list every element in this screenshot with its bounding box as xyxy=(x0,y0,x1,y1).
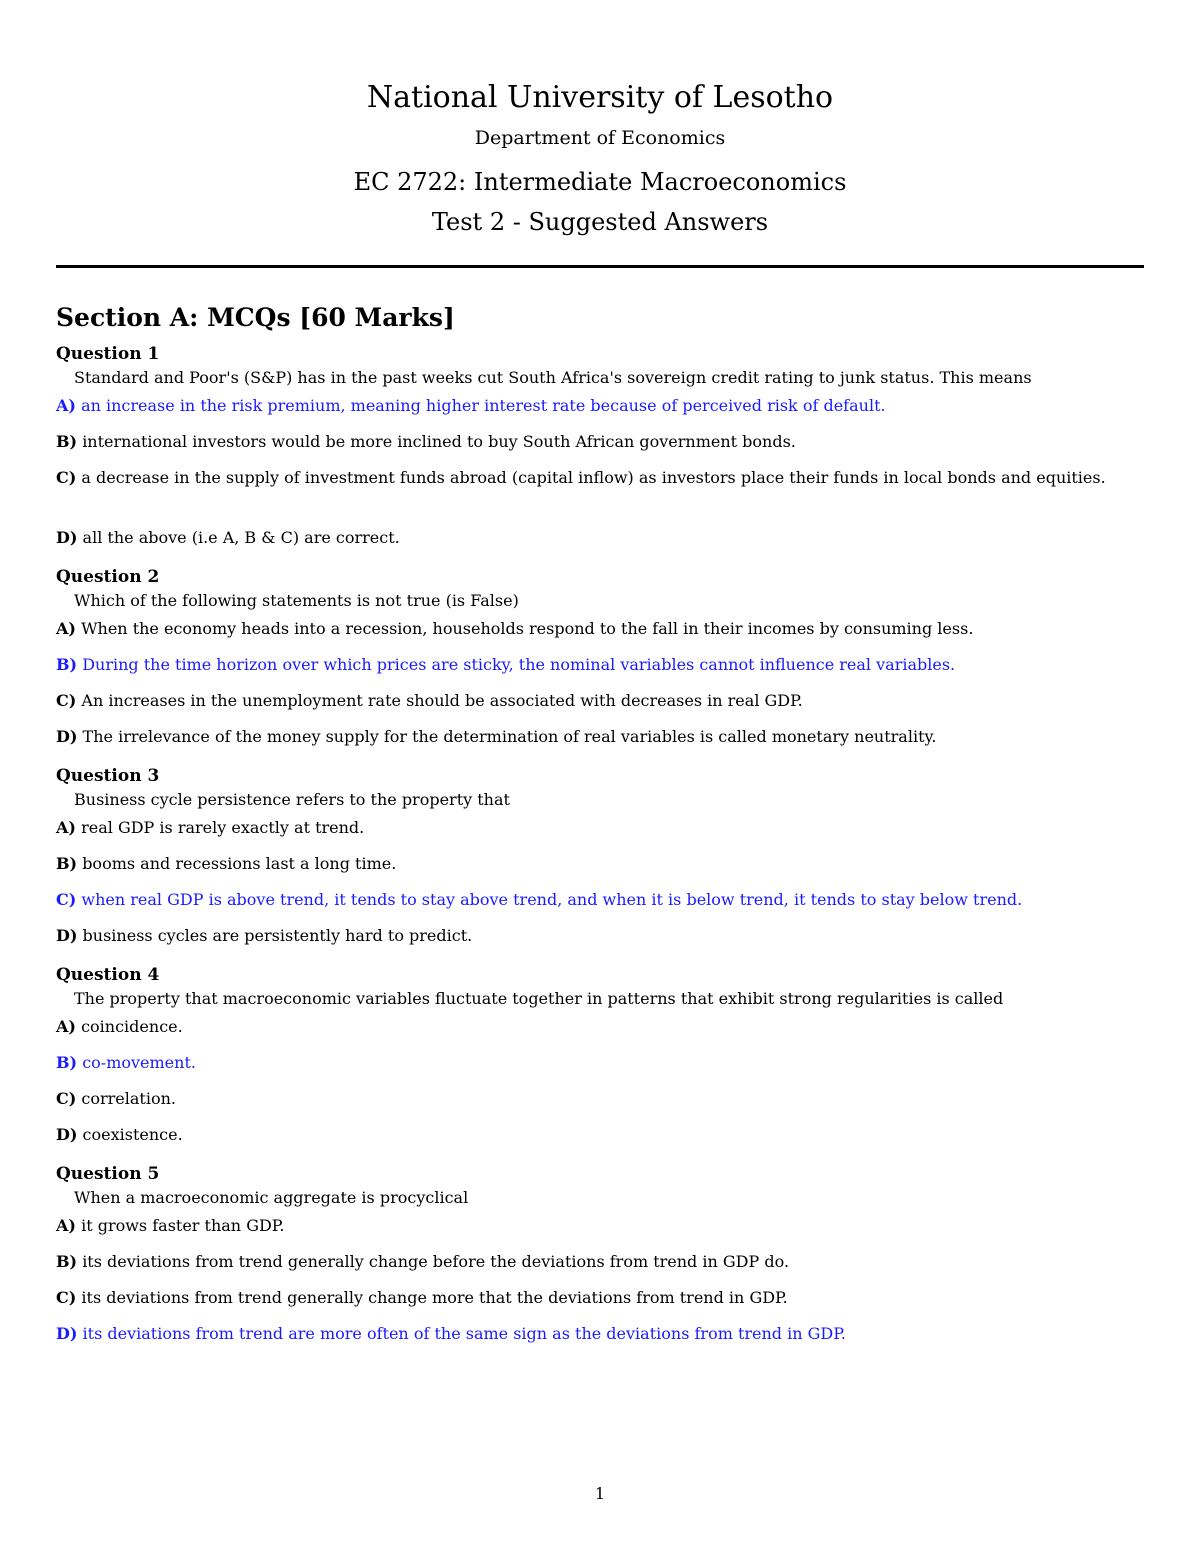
option-a xyxy=(56,816,1156,840)
option-text: a decrease in the supply of investment funds abroad (capital inflow) as investors place their funds in local bonds and equities. xyxy=(81,468,1106,487)
option-text: business cycles are persistently hard to predict. xyxy=(82,926,473,945)
option-text: correlation. xyxy=(81,1089,176,1108)
option-c xyxy=(56,888,1156,912)
option-letter: C) xyxy=(56,468,77,487)
question-stem: Standard and Poor's (S&P) has in the past weeks cut South Africa's sovereign credit rating to junk status. This means xyxy=(74,368,1032,387)
question-list xyxy=(56,342,1156,1361)
option-letter: D) xyxy=(56,727,78,746)
option-d xyxy=(56,725,1156,749)
document-header xyxy=(0,78,1200,240)
department-name: Department of Economics xyxy=(474,127,726,149)
option-text: real GDP is rarely exactly at trend. xyxy=(81,818,365,837)
option-text: coincidence. xyxy=(81,1017,183,1036)
option-text: international investors would be more inclined to buy South African government bonds. xyxy=(82,432,796,451)
option-text: An increases in the unemployment rate should be associated with decreases in real GDP. xyxy=(81,691,803,710)
question-5 xyxy=(56,1162,1156,1346)
option-letter: C) xyxy=(56,890,77,909)
header-divider xyxy=(56,265,1144,268)
option-letter: B) xyxy=(56,1252,78,1271)
option-b xyxy=(56,653,1156,677)
test-title: Test 2 - Suggested Answers xyxy=(431,208,769,236)
question-stem: Business cycle persistence refers to the property that xyxy=(74,790,510,809)
option-text: when real GDP is above trend, it tends to stay above trend, and when it is below trend, it tends to stay below trend. xyxy=(81,890,1023,909)
option-a xyxy=(56,1214,1156,1238)
question-heading: Question 4 xyxy=(56,965,160,985)
option-d xyxy=(56,1123,1156,1147)
option-text: During the time horizon over which prices are sticky, the nominal variables cannot influence real variables. xyxy=(82,655,956,674)
question-3 xyxy=(56,764,1156,948)
section-heading: Section A: MCQs [60 Marks] xyxy=(56,303,455,332)
option-text: it grows faster than GDP. xyxy=(81,1216,285,1235)
question-2 xyxy=(56,565,1156,749)
question-stem: The property that macroeconomic variables fluctuate together in patterns that exhibit strong regularities is called xyxy=(74,989,1004,1008)
page-number: 1 xyxy=(594,1484,606,1503)
option-c xyxy=(56,466,1156,490)
option-b xyxy=(56,430,1156,454)
option-letter: B) xyxy=(56,655,78,674)
option-text: coexistence. xyxy=(82,1125,183,1144)
option-c xyxy=(56,1286,1156,1310)
option-letter: B) xyxy=(56,854,78,873)
option-letter: B) xyxy=(56,1053,78,1072)
question-heading: Question 5 xyxy=(56,1164,160,1184)
option-a xyxy=(56,617,1156,641)
option-text: its deviations from trend generally change before the deviations from trend in GDP do. xyxy=(82,1252,790,1271)
option-letter: C) xyxy=(56,1288,77,1307)
option-c xyxy=(56,1087,1156,1111)
question-heading: Question 2 xyxy=(56,567,160,587)
option-d xyxy=(56,924,1156,948)
option-a xyxy=(56,1015,1156,1039)
option-text: its deviations from trend generally change more that the deviations from trend in GDP. xyxy=(81,1288,788,1307)
option-text: its deviations from trend are more often of the same sign as the deviations from trend in GDP. xyxy=(82,1324,846,1343)
option-letter: D) xyxy=(56,926,78,945)
option-c xyxy=(56,689,1156,713)
option-letter: D) xyxy=(56,1125,78,1144)
option-b xyxy=(56,1051,1156,1075)
option-text: all the above (i.e A, B & C) are correct. xyxy=(82,528,400,547)
university-name: National University of Lesotho xyxy=(366,80,834,115)
course-title: EC 2722: Intermediate Macroeconomics xyxy=(353,168,847,196)
question-1 xyxy=(56,342,1156,550)
option-letter: C) xyxy=(56,691,77,710)
question-4 xyxy=(56,963,1156,1147)
option-d xyxy=(56,526,1156,550)
option-letter: C) xyxy=(56,1089,77,1108)
option-b xyxy=(56,852,1156,876)
option-letter: A) xyxy=(56,619,76,638)
option-text: booms and recessions last a long time. xyxy=(82,854,397,873)
option-d xyxy=(56,1322,1156,1346)
option-letter: A) xyxy=(56,396,76,415)
option-letter: A) xyxy=(56,1216,76,1235)
option-b xyxy=(56,1250,1156,1274)
option-text: The irrelevance of the money supply for the determination of real variables is called monetary neutrality. xyxy=(82,727,937,746)
question-heading: Question 3 xyxy=(56,766,160,786)
question-heading: Question 1 xyxy=(56,344,160,364)
option-letter: A) xyxy=(56,1017,76,1036)
question-stem: When a macroeconomic aggregate is procyclical xyxy=(74,1188,469,1207)
option-text: an increase in the risk premium, meaning higher interest rate because of perceived risk of default. xyxy=(81,396,886,415)
option-letter: A) xyxy=(56,818,76,837)
option-text: co-movement. xyxy=(82,1053,196,1072)
option-letter: D) xyxy=(56,1324,78,1343)
option-letter: B) xyxy=(56,432,78,451)
option-text: When the economy heads into a recession, households respond to the fall in their incomes by consuming less. xyxy=(81,619,974,638)
question-stem: Which of the following statements is not true (is False) xyxy=(74,591,519,610)
option-a xyxy=(56,394,1156,418)
option-letter: D) xyxy=(56,528,78,547)
